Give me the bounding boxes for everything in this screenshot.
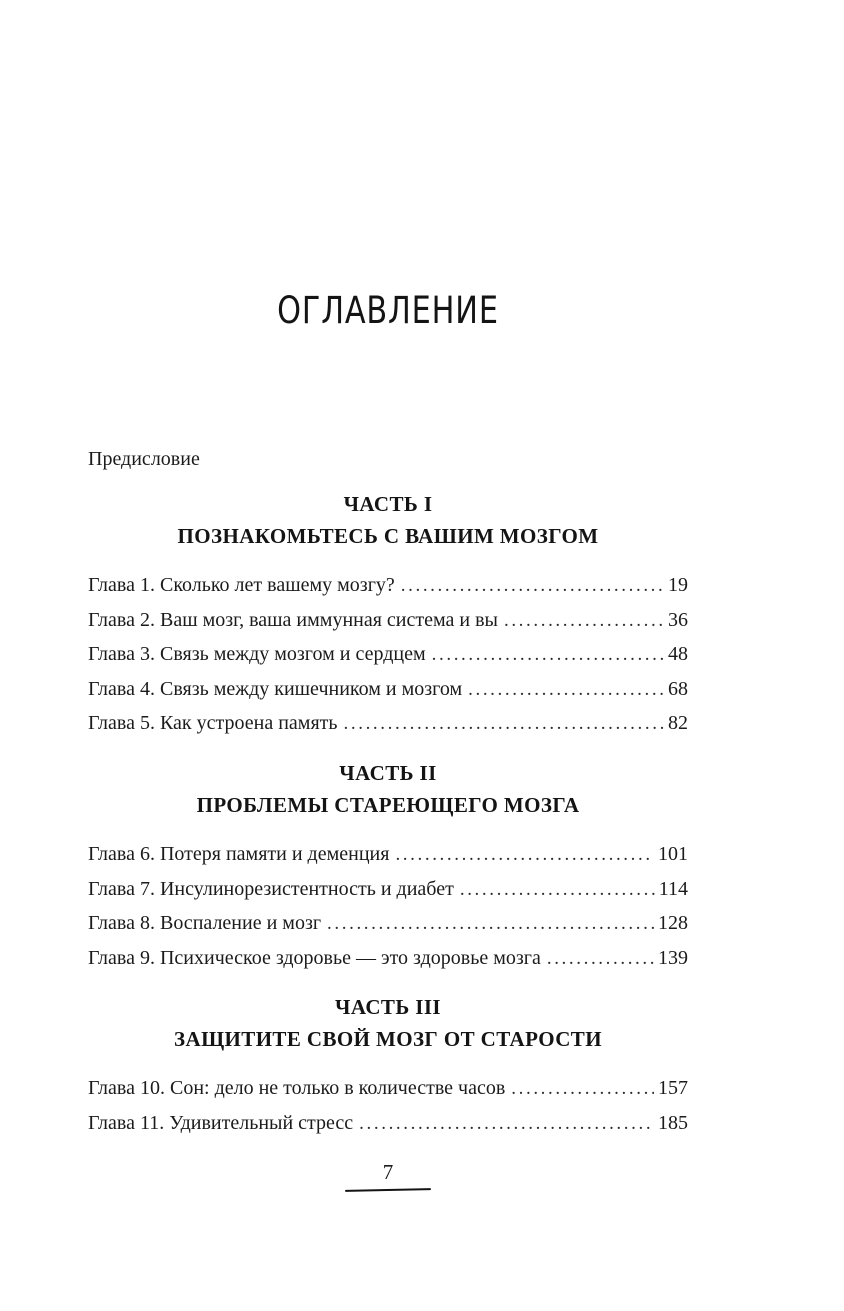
- entry-page: 19: [668, 574, 688, 596]
- dot-leader: [468, 672, 664, 708]
- part-title: ЧАСТЬ I: [343, 492, 433, 516]
- toc-entry: [88, 568, 688, 603]
- toc-entry: [88, 872, 688, 907]
- entry-page: 82: [668, 712, 688, 735]
- toc-entry: [88, 637, 688, 672]
- toc-entry: [88, 672, 688, 707]
- entry-list: [88, 568, 688, 741]
- toc-sections: [88, 488, 688, 1141]
- dot-leader: [401, 568, 664, 604]
- dot-leader: [359, 1106, 654, 1142]
- dot-leader: [504, 603, 664, 639]
- entry-label: Глава 4. Связь между кишечником и мозгом: [88, 677, 463, 700]
- entry-label: Глава 1. Сколько лет вашему мозгу?: [88, 574, 395, 596]
- entry-page: 48: [668, 643, 688, 666]
- toc-title: ОГЛАВЛЕНИЕ: [277, 289, 499, 332]
- entry-page: 128: [658, 912, 688, 935]
- dot-leader: [395, 837, 654, 873]
- entry-label: Глава 7. Инсулинорезистентность и диабет: [88, 877, 454, 900]
- toc-section: [88, 991, 688, 1140]
- entry-page: 139: [658, 946, 688, 969]
- toc-entry: [88, 941, 688, 976]
- entry-label: Глава 11. Удивительный стресс: [88, 1111, 354, 1134]
- entry-label: Глава 5. Как устроена память: [88, 712, 338, 735]
- toc-section: [88, 757, 688, 975]
- entry-label: Глава 9. Психическое здоровье — это здоровье мозга: [88, 946, 541, 969]
- dot-leader: [547, 941, 654, 977]
- dot-leader: [460, 872, 655, 908]
- part-subtitle: ПОЗНАКОМЬТЕСЬ С ВАШИМ МОЗГОМ: [177, 524, 599, 548]
- toc-entry: [88, 603, 688, 638]
- part-heading: [88, 757, 688, 821]
- part-heading: [88, 488, 688, 552]
- dot-leader: [432, 637, 664, 673]
- entry-label: Глава 3. Связь между мозгом и сердцем: [88, 643, 426, 666]
- dot-leader: [511, 1071, 654, 1107]
- entry-label: Глава 10. Сон: дело не только в количестве часов: [88, 1077, 506, 1100]
- entry-list: [88, 837, 688, 975]
- toc-entry: [88, 906, 688, 941]
- dot-leader: [327, 906, 654, 942]
- entry-label: Глава 2. Ваш мозг, ваша иммунная система и вы: [88, 608, 498, 631]
- entry-label: Глава 6. Потеря памяти и деменция: [88, 842, 390, 865]
- entry-page: 68: [668, 677, 688, 700]
- toc-entry: [88, 837, 688, 872]
- toc-entry: [88, 1071, 688, 1106]
- toc-entry: [88, 706, 688, 741]
- toc-entry: [88, 1106, 688, 1141]
- entry-page: 36: [668, 608, 688, 631]
- part-heading: [88, 991, 688, 1055]
- part-title: ЧАСТЬ II: [339, 760, 437, 785]
- part-title: ЧАСТЬ III: [335, 995, 441, 1020]
- entry-page: 157: [658, 1077, 688, 1100]
- dot-leader: [344, 706, 664, 742]
- entry-page: 114: [658, 877, 688, 900]
- entry-page: 101: [658, 842, 688, 865]
- part-subtitle: ПРОБЛЕМЫ СТАРЕЮЩЕГО МОЗГА: [196, 792, 580, 817]
- toc-section: [88, 488, 688, 741]
- preface-entry: Предисловие: [88, 448, 200, 470]
- entry-list: [88, 1071, 688, 1140]
- page-number: 7: [382, 1159, 394, 1184]
- part-subtitle: ЗАЩИТИТЕ СВОЙ МОЗГ ОТ СТАРОСТИ: [174, 1027, 602, 1052]
- page-footer: [88, 1159, 688, 1191]
- entry-page: 185: [658, 1111, 688, 1134]
- page-number-underline: [345, 1188, 431, 1192]
- toc-page: [88, 0, 688, 1191]
- entry-label: Глава 8. Воспаление и мозг: [88, 912, 322, 935]
